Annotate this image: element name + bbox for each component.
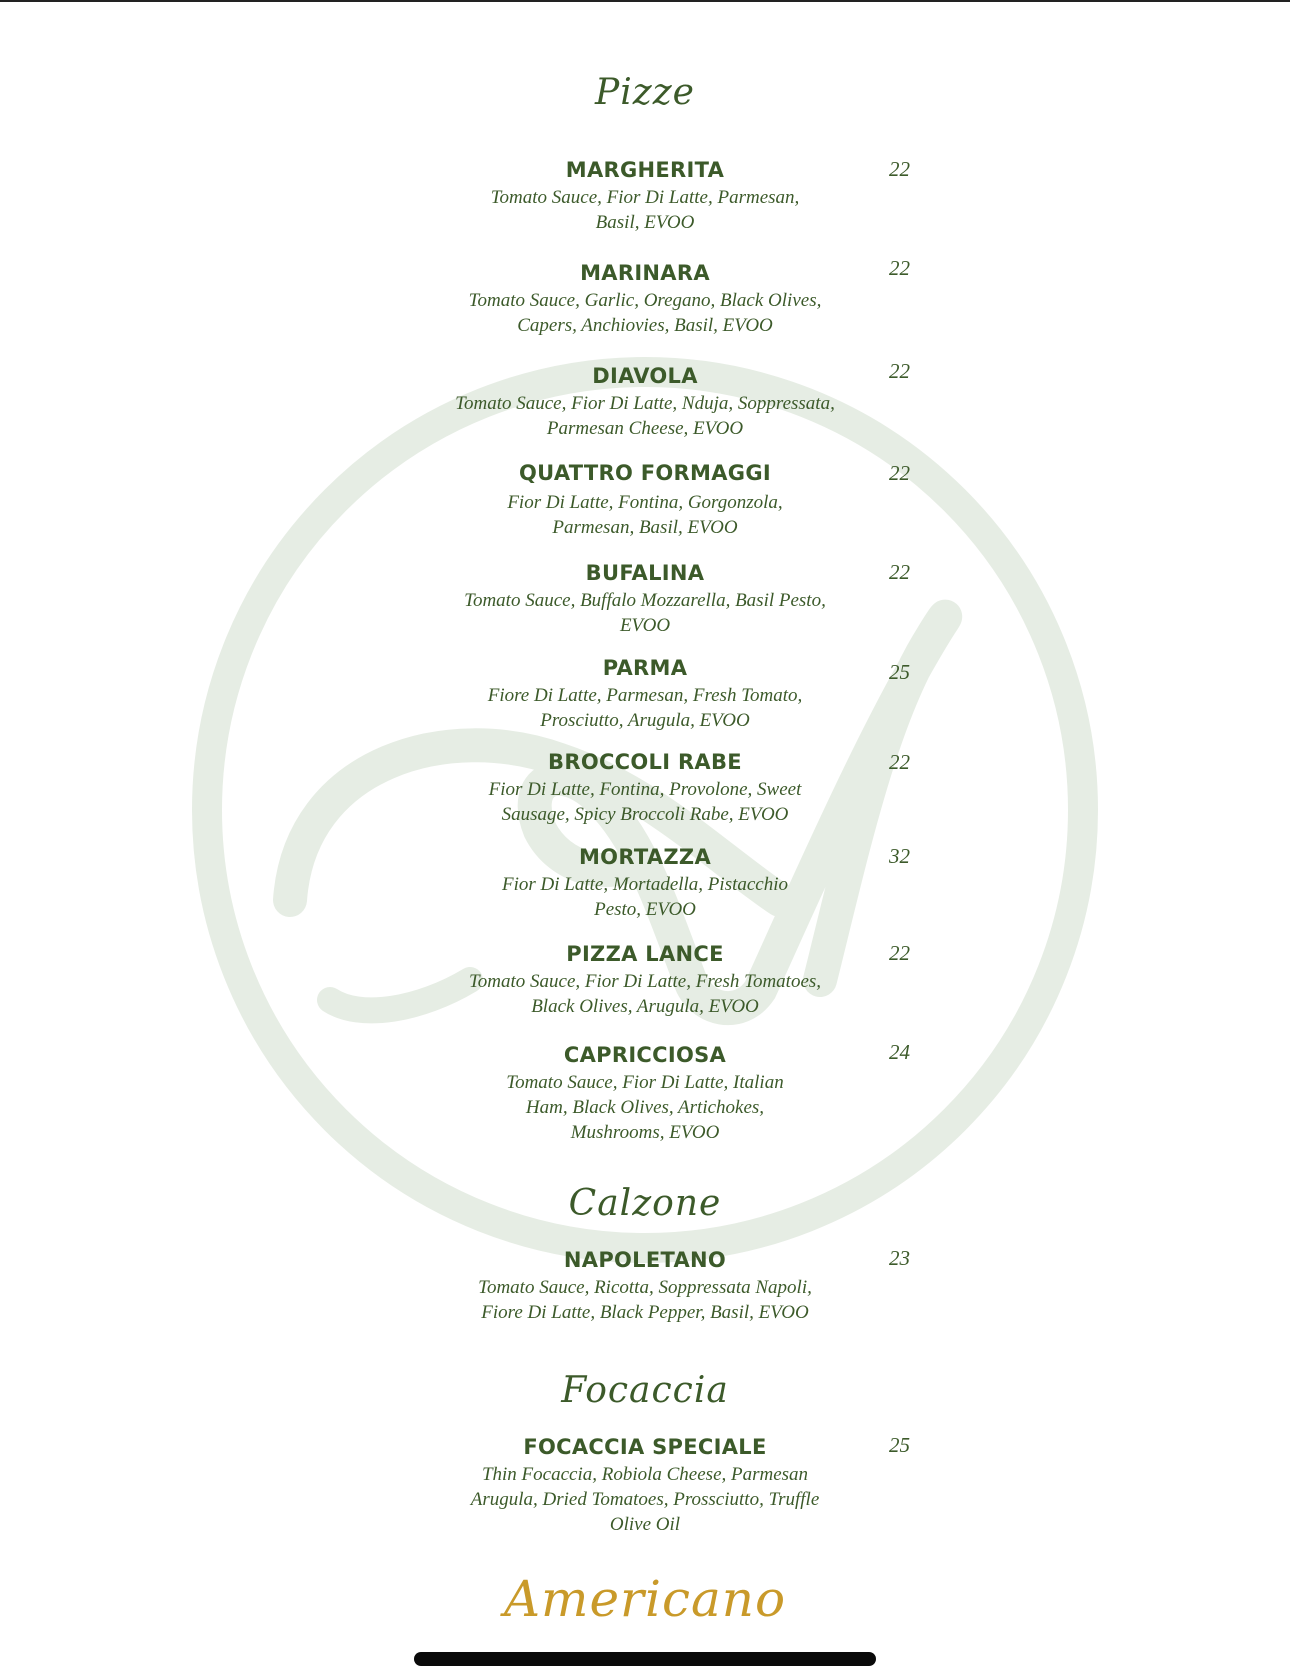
item-description-line: Tomato Sauce, Buffalo Mozzarella, Basil Pesto, (464, 590, 826, 611)
item-name: DIAVOLA (592, 364, 698, 388)
item-price: 25 (889, 1433, 910, 1457)
item-description-line: EVOO (619, 615, 671, 636)
item-description-line: Fior Di Latte, Mortadella, Pistacchio (501, 874, 789, 895)
menu-item (430, 1042, 860, 1145)
item-price: 22 (889, 750, 910, 774)
item-price: 22 (889, 461, 910, 485)
item-name: BUFALINA (585, 561, 705, 585)
item-name: NAPOLETANO (563, 1248, 727, 1272)
menu-item (430, 1247, 860, 1325)
item-description-line: Capers, Anchiovies, Basil, EVOO (517, 315, 773, 336)
home-indicator[interactable] (414, 1652, 876, 1666)
item-description (430, 185, 860, 235)
menu-item (430, 749, 860, 827)
menu-item (430, 560, 860, 638)
section-title-calzone: Calzone (568, 1183, 722, 1224)
item-description-line: Ham, Black Olives, Artichokes, (525, 1097, 765, 1118)
item-price: 22 (889, 941, 910, 965)
item-price: 23 (889, 1246, 910, 1270)
item-description-line: Tomato Sauce, Garlic, Oregano, Black Olives, (468, 290, 822, 311)
item-name: PARMA (602, 656, 688, 680)
section-title-pizze: Pizze (595, 72, 695, 113)
item-description-line: Tomato Sauce, Fior Di Latte, Fresh Tomatoes, (468, 971, 822, 992)
section-title-americano: Americano (503, 1570, 787, 1628)
item-name: PIZZA LANCE (566, 942, 724, 966)
item-description (430, 872, 860, 922)
item-name: FOCACCIA SPECIALE (523, 1435, 767, 1459)
item-description-line: Fior Di Latte, Fontina, Provolone, Sweet (488, 779, 802, 800)
item-price: 22 (889, 256, 910, 280)
item-description-line: Fiore Di Latte, Black Pepper, Basil, EVOO (481, 1302, 809, 1323)
item-description (430, 588, 860, 638)
item-description (430, 683, 860, 733)
item-description-line: Prosciutto, Arugula, EVOO (540, 710, 750, 731)
item-description (430, 490, 860, 540)
item-price: 22 (889, 359, 910, 383)
menu-item (430, 655, 860, 733)
item-price: 32 (889, 844, 910, 868)
item-description-line: Tomato Sauce, Fior Di Latte, Italian (506, 1072, 784, 1093)
item-name: MARINARA (580, 261, 710, 285)
item-name: QUATTRO FORMAGGI (519, 461, 771, 485)
item-description (430, 288, 860, 338)
item-description-line: Arugula, Dried Tomatoes, Prossciutto, Truffle (470, 1489, 820, 1510)
item-price: 22 (889, 157, 910, 181)
item-description-line: Tomato Sauce, Fior Di Latte, Nduja, Soppressata, (455, 393, 835, 414)
menu-item (430, 363, 860, 441)
menu-item (430, 941, 860, 1019)
item-name: BROCCOLI RABE (548, 750, 742, 774)
item-description (430, 777, 860, 827)
item-description-line: Tomato Sauce, Fior Di Latte, Parmesan, (490, 187, 800, 208)
item-description-line: Thin Focaccia, Robiola Cheese, Parmesan (481, 1464, 809, 1485)
menu-item (430, 460, 860, 540)
item-description (430, 969, 860, 1019)
item-description-line: Black Olives, Arugula, EVOO (531, 996, 759, 1017)
item-name: MARGHERITA (565, 158, 725, 182)
menu-item (430, 260, 860, 338)
item-description-line: Pesto, EVOO (594, 899, 696, 920)
menu-item (430, 844, 860, 922)
item-description-line: Basil, EVOO (595, 212, 695, 233)
item-description-line: Fior Di Latte, Fontina, Gorgonzola, (507, 492, 783, 513)
item-price: 24 (889, 1040, 910, 1064)
item-name: CAPRICCIOSA (563, 1043, 727, 1067)
item-price: 25 (889, 660, 910, 684)
item-description-line: Sausage, Spicy Broccoli Rabe, EVOO (501, 804, 789, 825)
item-price: 22 (889, 560, 910, 584)
menu-item (430, 157, 860, 235)
item-description-line: Tomato Sauce, Ricotta, Soppressata Napoli, (478, 1277, 812, 1298)
item-description-line: Parmesan, Basil, EVOO (552, 517, 738, 538)
item-description (430, 1462, 860, 1537)
menu-item (430, 1434, 860, 1537)
item-description-line: Mushrooms, EVOO (570, 1122, 720, 1143)
item-description (430, 1275, 860, 1325)
item-name: MORTAZZA (578, 845, 712, 869)
item-description (430, 391, 860, 441)
item-description-line: Fiore Di Latte, Parmesan, Fresh Tomato, (487, 685, 803, 706)
section-title-focaccia: Focaccia (561, 1370, 729, 1411)
item-description (430, 1070, 860, 1145)
item-description-line: Olive Oil (609, 1514, 681, 1535)
item-description-line: Parmesan Cheese, EVOO (546, 418, 744, 439)
